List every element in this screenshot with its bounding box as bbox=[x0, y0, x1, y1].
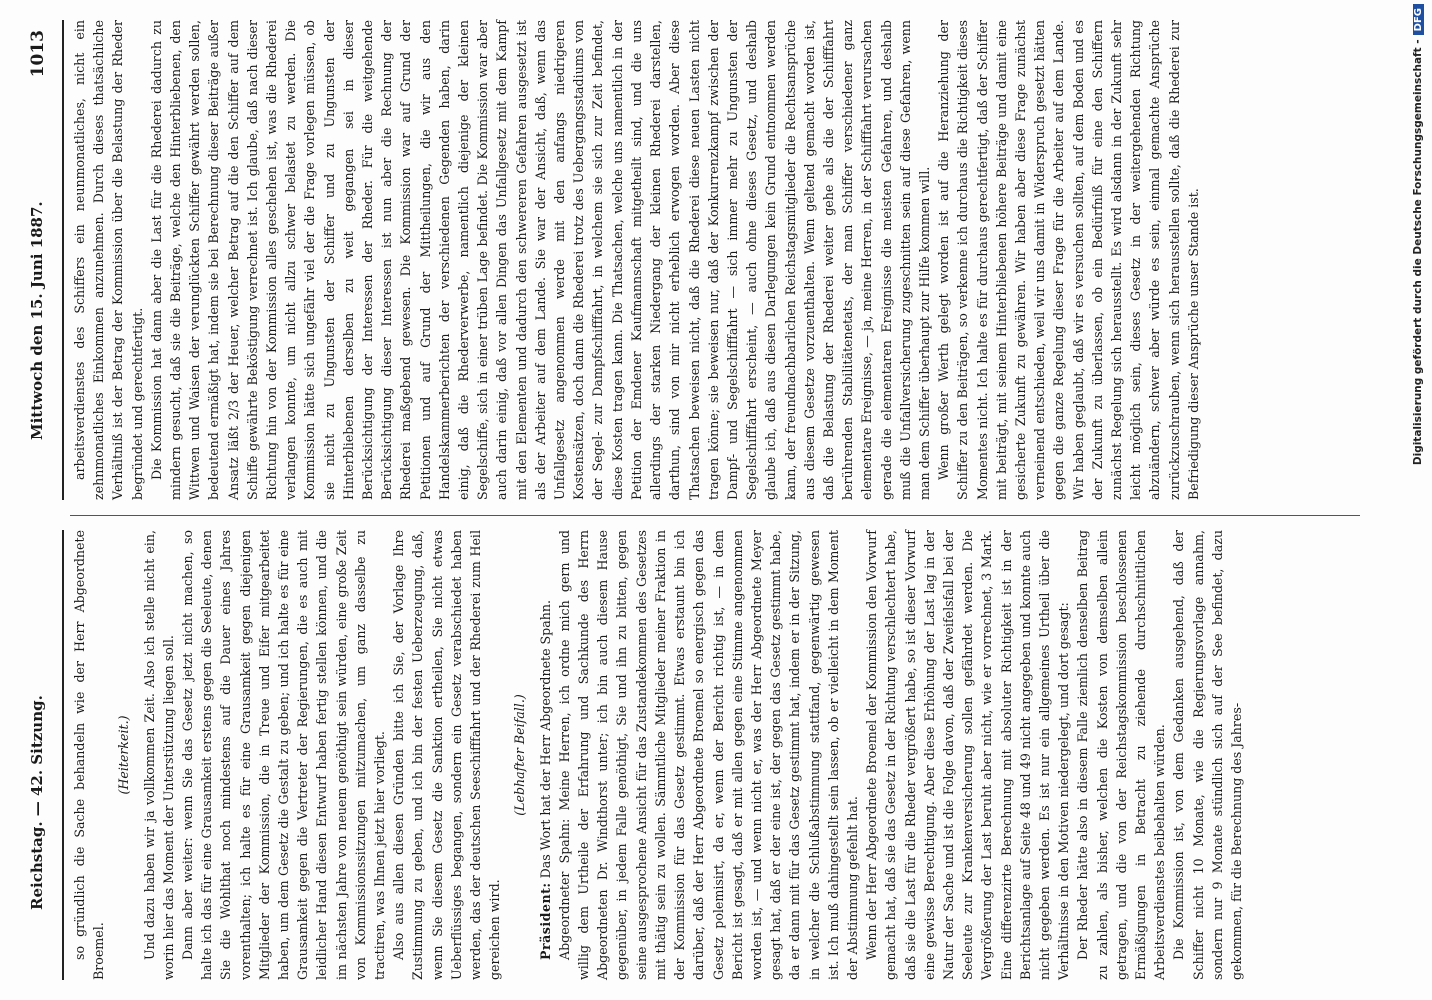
body-paragraph: Und dazu haben wir ja vollkommen Zeit. Also ich stelle nicht ein, worin hier das Moment der Unterstützung liegen soll. bbox=[141, 530, 176, 980]
running-header-right: Mittwoch den 15. Juni 1887. bbox=[28, 201, 46, 440]
digitization-credit bbox=[1412, 4, 1428, 996]
body-paragraph: Wenn großer Werth gelegt worden ist auf die Heranziehung der Schiffer zu den Beiträgen, so verkenne ich durchaus die Richtigkeit dieses Momentes nicht. Ich halte es für durchaus gerechtfertigt, daß der Schiffer mit beiträgt, mit seinem Hinterbliebenen höhere Beiträge und damit eine gesicherte Zukunft zu gewähren. Wir haben aber diese Frage zunächst verneinend entschieden, weil wir uns damit in Widerspruch gesetzt hätten gegen die ganze Regelung dieser Frage für die Arbeiter auf dem Lande. Wir haben geglaubt, daß wir es versuchen sollten, auf dem Boden und es der Zukunft zu überlassen, ob ein Bedürfniß für eine den Schiffern zunächst Regelung sich herausstellt. Es wird alsdann in der Zukunft sehr leicht möglich sein, dieses Gesetz in der weitergehenden Richtung abzuändern, schwer aber würde es sein, einmal gemachte Ansprüche zurückzuschrauben, wenn sich herausstellen sollte, daß die Rhederei zur Befriedigung dieser Ansprüche unser Stande ist. bbox=[936, 20, 1201, 500]
stage-direction: (Lebhafter Beifall.) bbox=[512, 694, 528, 816]
body-paragraph: so gründlich die Sache behandeln wie der Herr Abgeordnete Broemel. bbox=[72, 530, 107, 980]
speaker-paragraph bbox=[536, 530, 555, 980]
body-paragraph: Die Kommission hat dann aber die Last für die Rhederei dadurch zu mindern gesucht, daß sie die Beiträge, welche den Hinterbliebenen, den Wittwen und Waisen der verunglückten Schiffer gewährt werden sollen, bedeutend ermäßigt hat, indem sie bei Berechnung dieser Beiträge außer Ansatz läßt 2/3 der Heuer, welcher Betrag auf die den Schiffer auf dem Schiffe gewährte Beköstigung verrechnet ist. Ich glaube, daß nach dieser Richtung hin von der Kommission alles geschehen ist, was die Rhederei verlangen konnte, um nicht allzu schwer belastet zu werden. Die Kommission hätte sich ungefähr viel der die Frage vorlegen müssen, ob sie nicht zu Ungunsten der Schiffer und zu Ungunsten der Hinterbliebenen derselben zu weit gegangen sei in dieser Berücksichtigung der Interessen der Rheder. Für die weitgehende Berücksichtigung dieser Interessen ist nun aber die Rechnung der Rhederei maßgebend gewesen. Die Kommission war auf Grund der Petitionen und auf Grund der Mittheilungen, die wir aus den Handelskammerberichten der verschiedenen Gegenden haben, darin einig, daß die Rhederverwerbe, namentlich diejenige der kleinen Segelschiffe, sich in einer trüben Lage befindet. Die Kommission war aber auch darin einig, daß vor allen Dingen das Unfallgesetz mit dem Kampf mit den Elementen und dadurch den schwereren Gefahren ausgesetzt ist als der Arbeiter auf dem Lande. Sie war der Ansicht, daß, wenn das Unfallgesetz angenommen werde mit den anfangs niedrigeren Kostensätzen, doch dann die Rhederei trotz des Uebergangsstadiums von der Segel- zur Dampfschifffahrt, in welchem sie sich zur Zeit befindet, diese Kosten tragen kann. Die Thatsachen, welche uns namentlich in der Petition der Emdener Kaufmannschaft mitgetheilt sind, und die uns allerdings der starken Niedergang der kleinen Rhederei darstellen, darthun, sind von mir nicht erheblich erwogen worden. Aber diese Thatsachen beweisen nicht, daß die Rhederei diese neuen Lasten nicht tragen könne; sie beweisen nur, daß der Konkurrenzkampf zwischen der Dampf- und Segelschifffahrt — sich immer mehr zu Ungunsten der Segelschifffahrt erscheint, — auch ohne dieses Gesetz, und deshalb glaube ich, daß aus diesen Darlegungen kein Grund entnommen werden kann, der freundnachbarlichen Reichstagsmitglieder die Rechtsansprüche aus diesem Gesetze vorzuenthalten. Wenn geltend gemacht worden ist, daß die Belastung der Rhederei weiter gehe als die der Schifffahrt berührenden Stabilitätenetats, der man Schiffer verschiedener ganz elementare Ereignisse, — ja, meine Herren, in der Schifffahrt verursachen gerade die elementaren Ereignisse die meisten Gefahren, und deshalb muß die Unfallversicherung zugeschnitten sein auf diese Gefahren, wenn man dem Schiffer überhaupt zur Hilfe kommen will. bbox=[148, 20, 932, 500]
body-paragraph: Wenn der Herr Abgeordnete Broemel der Kommission den Vorwurf gemacht hat, daß sie das Gesetz in der Richtung verschlechtert habe, daß sie die Last für die Rheder vergrößert habe, so ist dieser Vorwurf eine gewisse Berechtigung. Aber diese Erhöhung der Last lag in der Natur der Sache und ist die Folge davon, daß der Zweifelsfall bei der Seeleute zur Krankenversicherung sollen gefährdet werden. Die Vergrößerung der Last beruht aber nicht, wie er vorrechnet, 3 Mark. Eine differenzirte Berechnung mit absoluter Richtigkeit ist in der Berichtsanlage auf Seite 48 und 49 nicht angegeben und konnte auch nicht gegeben werden. Es ist nur ein allgemeines Urtheil über die Verhältnisse in den Motiven niedergelegt, und dort gesagt: bbox=[864, 530, 1072, 980]
speaker-text: Das Wort hat der Herr Abgeordnete Spahn. bbox=[537, 600, 553, 879]
credit-label: Digitalisierung gefördert durch die Deutsche Forschungsgemeinschaft - bbox=[1412, 39, 1424, 466]
header-rule-left bbox=[62, 530, 64, 980]
running-header-left: Reichstag. — 42. Sitzung. bbox=[28, 695, 46, 910]
body-paragraph: arbeitsverdienstes des Schiffers ein neunmonatliches, nicht ein zehnmonatliches Einkommen anzunehmen. Durch dieses thatsächliche Verhältniß ist der Betrag der Kommission über die Belastung der Rheder begründet und gerechtfertigt. bbox=[72, 20, 145, 500]
text-column-right bbox=[70, 20, 1360, 500]
body-paragraph: Abgeordneter Spahn: Meine Herren, ich ordne mich gern und willig dem Urtheile der Erfahrung und Sachkunde des Herrn Abgeordneten Dr. Windthorst unter; ich bin auch diesem Hause gegenüber, in jedem Falle genöthigt, Sie und ihn zu bitten, gegen seine ausgesprochene Ansicht für das Zustandekommen des Gesetzes mit thätig sein zu wollen. Sämmtliche Mitglieder meiner Fraktion in der Kommission für das Gesetz gestimmt. Etwas erstaunt bin ich darüber, daß der Herr Abgeordnete Broemel so energisch gegen das Gesetz polemisirt, da er, wenn der Bericht richtig ist, — in dem Bericht ist gesagt, daß er mit allen gegen eine Stimme angenommen worden ist, — und wenn nicht er, was der Herr Abgeordnete Meyer gesagt hat, daß er der eine ist, der gegen das Gesetz gestimmt habe, da er dann mit für das Gesetz gestimmt hat, indem er in der Sitzung, in welcher die Schlußabstimmung stattfand, gegenwärtig gewesen ist. Ich muß dahingestellt sein lassen, ob er vielleicht in dem Moment der Abstimmung gefehlt hat. bbox=[556, 530, 860, 980]
digitization-credit-text bbox=[1412, 4, 1428, 996]
body-paragraph: Dann aber weiter: wenn Sie das Gesetz jetzt nicht machen, so halte ich das für eine Grausamkeit erstens gegen die Seeleute, denen Sie die Wohlthat noch mindestens auf die Dauer eines Jahres vorenthalten; ich halte es für eine Grausamkeit gegen diejenigen Mitglieder der Kommission, die in Treue und Eifer mitgearbeitet haben, um dem Gesetz die Gestalt zu geben; und ich halte es für eine Grausamkeit gegen die Vertreter der Regierungen, die es auch mit leidlicher Hand diesen Entwurf haben fertig stellen können, und die im nächsten Jahre von neuem genöthigt sein würden, eine große Zeit von Kommissionssitzungen mitzumachen, um ganz dasselbe zu tractiren, was Ihnen jetzt hier vorliegt. bbox=[180, 530, 388, 980]
body-paragraph: Also aus allen diesen Gründen bitte ich Sie, der Vorlage Ihre Zustimmung zu geben, und ich bin der festen Ueberzeugung, daß, wenn Sie diesem Gesetz die Sanktion ertheilen, Sie nicht etwas Ueberflüssiges begangen, sondern ein Gesetz verabschiedet haben werden, das der deutschen Seeschifffahrt und der Rhederei zum Heil gereichen wird. bbox=[391, 530, 503, 980]
text-column-left bbox=[70, 530, 1360, 980]
body-paragraph: Die Kommission ist, von dem Gedanken ausgehend, daß der Schiffer nicht 10 Monate, wie die Regierungsvorlage annahm, sondern nur 9 Monate stündlich sich auf der See befindet, dazu gekommen, für die Berechnung des Jahres- bbox=[1171, 530, 1244, 980]
body-paragraph: Der Rheder hätte also in diesem Falle ziemlich denselben Beitrag zu zahlen, als bisher, welchen die Kosten von demselben allein getragen, und die von der Reichstagskommission beschlossenen Ermäßigungen in Betracht zu ziehende durchschnittlichen Arbeitsverdienstes beibehalten würden. bbox=[1075, 530, 1168, 980]
page-number: 1013 bbox=[28, 30, 48, 78]
dfg-badge: DFG bbox=[1413, 4, 1424, 35]
header-rule-right bbox=[62, 20, 64, 500]
speaker-name: Präsident: bbox=[537, 882, 553, 960]
column-divider bbox=[70, 515, 1360, 516]
stage-direction: (Heiterkeit.) bbox=[116, 715, 132, 795]
